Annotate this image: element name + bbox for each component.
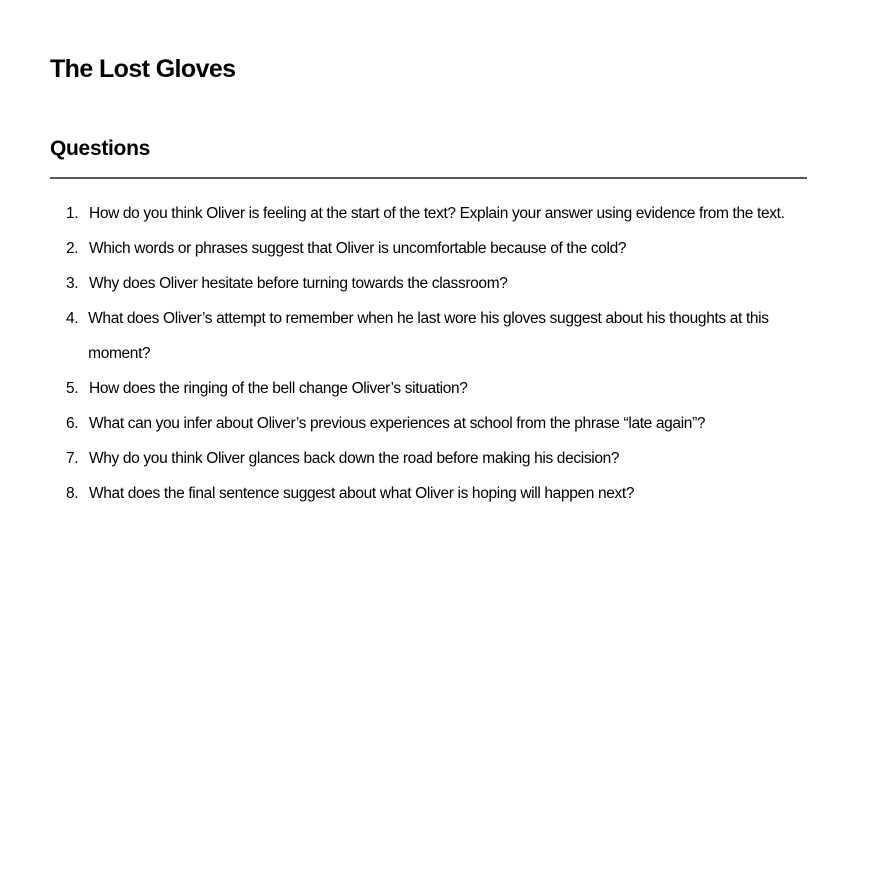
question-item-3 xyxy=(50,266,807,301)
section-divider xyxy=(50,177,807,179)
question-item-1 xyxy=(50,196,807,231)
question-number: 1. xyxy=(66,205,79,222)
question-number: 4. xyxy=(66,310,79,327)
question-number: 5. xyxy=(66,380,79,397)
page-title: The Lost Gloves xyxy=(50,55,236,83)
question-item-4 xyxy=(50,301,807,371)
question-list xyxy=(50,196,807,511)
question-item-6 xyxy=(50,406,807,441)
question-number: 2. xyxy=(66,240,79,257)
question-text: Why does Oliver hesitate before turning towards the classroom? xyxy=(89,275,508,292)
question-number: 3. xyxy=(66,275,79,292)
question-item-2 xyxy=(50,231,807,266)
question-number: 7. xyxy=(66,450,79,467)
section-heading: Questions xyxy=(50,137,150,160)
question-text: Why do you think Oliver glances back down the road before making his decision? xyxy=(89,450,620,467)
question-item-5 xyxy=(50,371,807,406)
question-item-7 xyxy=(50,441,807,476)
question-text: What can you infer about Oliver’s previous experiences at school from the phrase “late again”? xyxy=(89,415,706,432)
question-item-8 xyxy=(50,476,807,511)
question-text: How does the ringing of the bell change Oliver’s situation? xyxy=(89,380,468,397)
question-text: What does the final sentence suggest about what Oliver is hoping will happen next? xyxy=(89,485,635,502)
question-text: Which words or phrases suggest that Oliver is uncomfortable because of the cold? xyxy=(89,240,627,257)
question-text: How do you think Oliver is feeling at the start of the text? Explain your answer using evidence from the text. xyxy=(89,205,785,222)
question-number: 8. xyxy=(66,485,79,502)
question-number: 6. xyxy=(66,415,79,432)
question-text: What does Oliver’s attempt to remember when he last wore his gloves suggest about his thoughts at this moment? xyxy=(88,310,769,362)
